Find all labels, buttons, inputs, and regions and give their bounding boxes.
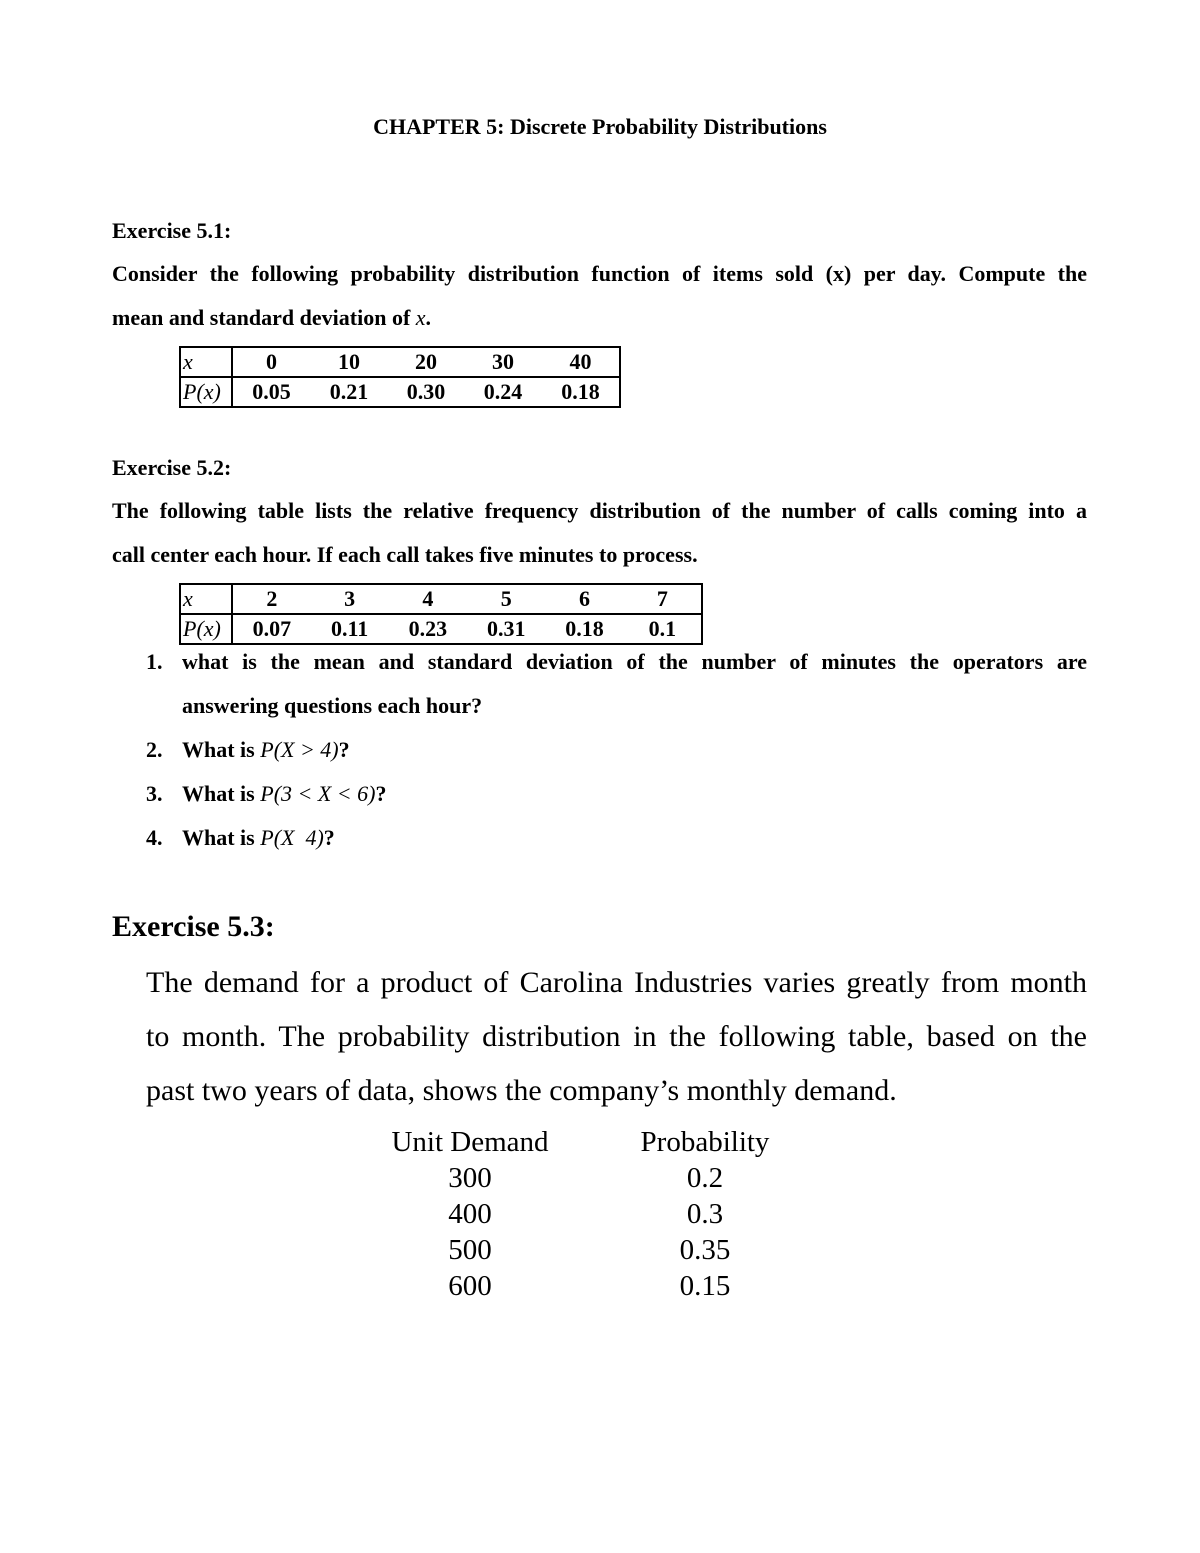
question-number: 1. (146, 649, 163, 674)
exercise-5-1-table (179, 346, 621, 408)
list-item (0, 816, 1200, 860)
table-cell: 30 (464, 347, 542, 377)
question-text (182, 772, 386, 816)
column-header-probability: Probability (640, 1126, 770, 1158)
table-cell-demand: 300 (448, 1162, 492, 1194)
table-row-x (180, 584, 702, 614)
exercise-5-3-line-2: to month. The probability distribution in the following table, based on the (146, 1020, 1087, 1053)
exercise-5-1-line-1: Consider the following probability distribution function of items sold (x) per day. Compute the (112, 261, 1087, 286)
table-cell: 5 (467, 584, 545, 614)
row-label-x: x (180, 584, 232, 614)
chapter-title: CHAPTER 5: Discrete Probability Distributions (373, 114, 827, 139)
exercise-5-2-line-1: The following table lists the relative frequency distribution of the number of calls coming into a (112, 498, 1087, 523)
exercise-5-3-line-1: The demand for a product of Carolina Industries varies greatly from month (146, 966, 1087, 999)
table-cell: 10 (310, 347, 388, 377)
table-cell-demand: 500 (448, 1234, 492, 1266)
table-cell: 2 (232, 584, 310, 614)
table-cell: 0.23 (408, 616, 448, 641)
table-cell: 7 (624, 584, 702, 614)
question-suffix: ? (338, 737, 350, 762)
row-label-x: x (180, 347, 232, 377)
question-text: what is the mean and standard deviation of the number of minutes the operators are (182, 649, 1087, 674)
table-cell-probability: 0.2 (686, 1162, 724, 1194)
question-prefix: What is (182, 737, 261, 762)
table-cell: 20 (388, 347, 464, 377)
table-cell: 0.21 (329, 379, 369, 404)
probability-expression: P(X 4) (260, 825, 324, 850)
exercise-5-2-heading: Exercise 5.2: (112, 455, 232, 480)
list-item-continued (0, 684, 1200, 728)
table-cell: 0.18 (561, 379, 600, 404)
table-row-px (180, 377, 620, 407)
question-prefix: What is (182, 825, 261, 850)
probability-expression: P(3 < X < 6) (260, 781, 376, 806)
exercise-5-3-line-3: past two years of data, shows the company’s monthly demand. (146, 1074, 897, 1107)
list-item (0, 728, 1200, 772)
question-number: 2. (146, 737, 163, 762)
table-cell-demand: 600 (448, 1270, 492, 1302)
table-cell: 0.30 (406, 379, 446, 404)
row-label-px: P(x) (180, 377, 232, 407)
question-suffix: ? (323, 825, 335, 850)
table-cell: 4 (389, 584, 467, 614)
question-text: answering questions each hour? (182, 693, 483, 718)
table-cell: 0 (232, 347, 310, 377)
table-cell-probability: 0.15 (679, 1270, 731, 1302)
table-cell: 0.05 (252, 379, 291, 404)
question-number: 4. (146, 825, 163, 850)
table-cell: 3 (310, 584, 388, 614)
table-cell: 40 (542, 347, 620, 377)
exercise-5-1-heading: Exercise 5.1: (112, 218, 232, 243)
table-cell: 0.1 (648, 616, 677, 641)
row-label-px: P(x) (180, 614, 232, 644)
list-item (0, 640, 1200, 684)
table-cell: 0.11 (330, 616, 369, 641)
probability-expression: P(X > 4) (260, 737, 339, 762)
question-text (182, 816, 335, 860)
list-item (0, 772, 1200, 816)
question-text (182, 728, 350, 772)
table-cell: 6 (545, 584, 623, 614)
table-cell-probability: 0.3 (686, 1198, 724, 1230)
exercise-5-1-line-2 (112, 296, 431, 340)
variable-x: x (415, 305, 426, 330)
table-cell: 0.24 (483, 379, 523, 404)
question-suffix: ? (375, 781, 387, 806)
table-cell: 0.18 (565, 616, 604, 641)
exercise-5-3-heading: Exercise 5.3: (112, 910, 275, 943)
question-number: 3. (146, 781, 163, 806)
line-2-prefix: mean and standard deviation of (112, 305, 416, 330)
exercise-5-2-table (179, 583, 703, 645)
column-header-unit-demand: Unit Demand (391, 1126, 549, 1158)
table-cell: 0.31 (486, 616, 526, 641)
exercise-5-2-line-2: call center each hour. If each call takes five minutes to process. (112, 542, 698, 567)
line-2-suffix: . (425, 305, 432, 330)
table-row-x (180, 347, 620, 377)
table-cell-demand: 400 (448, 1198, 492, 1230)
table-cell: 0.07 (252, 616, 292, 641)
question-prefix: What is (182, 781, 261, 806)
table-cell-probability: 0.35 (679, 1234, 731, 1266)
